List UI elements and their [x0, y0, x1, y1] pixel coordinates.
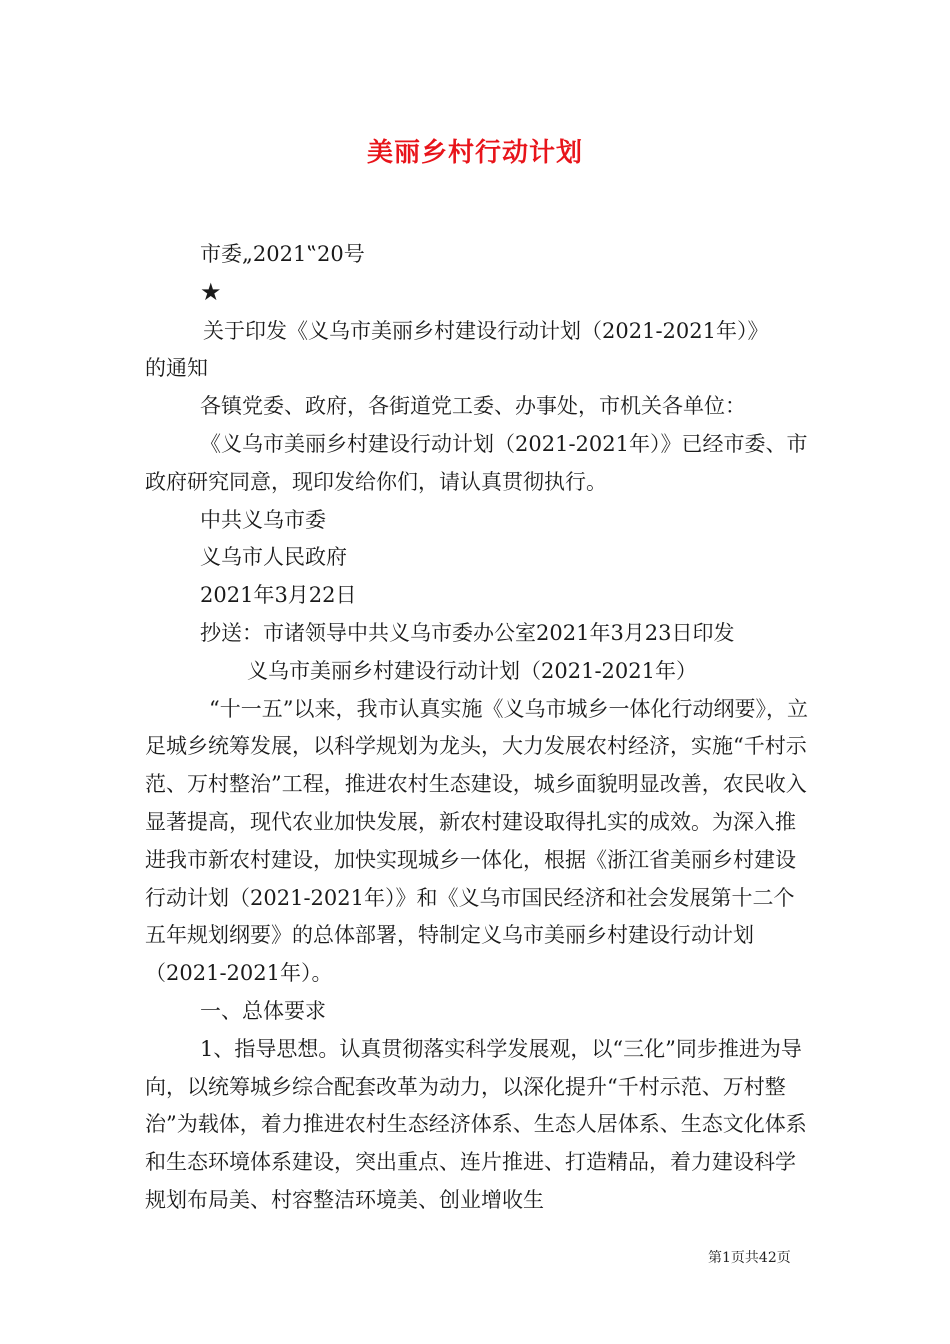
star-icon: ★ [200, 277, 222, 306]
issuer-party: 中共义乌市委 [200, 507, 326, 532]
plan-title: 义乌市美丽乡村建设行动计划（2021-2021年） [247, 658, 697, 683]
notice-title-line1: 关于印发《义乌市美丽乡村建设行动计划（2021-2021年）》 [203, 318, 769, 343]
section-heading: 一、总体要求 [200, 998, 326, 1023]
doc-number: 市委„2021‟20号 [200, 242, 365, 266]
cc-line: 抄送：市诸领导中共义乌市委办公室2021年3月23日印发 [200, 620, 735, 645]
intro-paragraph: 《义乌市美丽乡村建设行动计划（2021-2021年）》已经市委、市政府研究同意，现印发给你们，请认真贯彻执行。 [145, 431, 808, 494]
issue-date: 2021年3月22日 [200, 583, 357, 608]
issuer-government: 义乌市人民政府 [200, 545, 347, 570]
paragraph-background: “十一五”以来，我市认真实施《义乌市城乡一体化行动纲要》，立足城乡统筹发展，以科学规划为龙头，大力发展农村经济，实施“千村示范、万村整治”工程，推进农村生态建设，城乡面貌明显改善，农民收入显著提高，现代农业加快发展，新农村建设取得扎实的成效。为深入推进我市新农村建设，加快实现城乡一体化，根据《浙江省美丽乡村建设行动计划（2021-2021年）》和《义乌市国民经济和社会发展第十二个五年规划纲要》的总体部署，特制定义乌市美丽乡村建设行动计划（2021-2021年）。 [145, 696, 808, 986]
addressee: 各镇党委、政府，各街道党工委、办事处，市机关各单位： [200, 394, 746, 419]
notice-title-line2: 的通知 [145, 356, 208, 381]
document-body [145, 236, 815, 1220]
star-mark [145, 274, 815, 313]
page-number: 第1页共42页 [708, 1250, 791, 1266]
paragraph-guiding-thought: 1、指导思想。认真贯彻落实科学发展观，以“三化”同步推进为导向，以统筹城乡综合配套改革为动力，以深化提升“千村示范、万村整治”为载体，着力推进农村生态经济体系、生态人居体系、生态文化体系和生态环境体系建设，突出重点、连片推进、打造精品，着力建设科学规划布局美、村容整洁环境美、创业增收生 [145, 1036, 807, 1212]
page-title: 美丽乡村行动计划 [366, 138, 583, 168]
